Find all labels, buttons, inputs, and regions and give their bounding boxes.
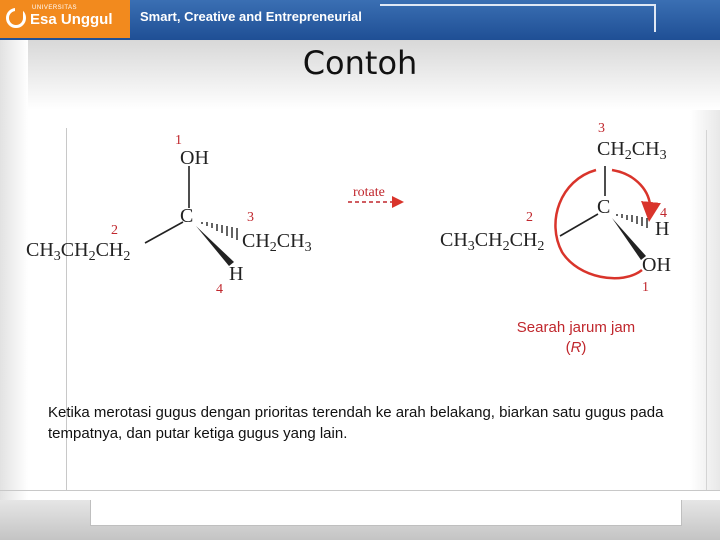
clockwise-rotation-arrow	[555, 170, 642, 278]
left-priority-3: 3	[247, 210, 254, 225]
caption-line-2: (R)	[565, 339, 587, 356]
right-hash-h	[617, 214, 647, 228]
rotation-caption	[470, 318, 682, 358]
rotate-label: rotate	[353, 185, 385, 200]
left-priority-4: 4	[216, 282, 223, 297]
right-priority-4: 4	[660, 206, 667, 221]
left-h-label: H	[229, 263, 244, 285]
left-oh-label: OH	[180, 147, 209, 169]
left-priority-1: 1	[175, 133, 182, 148]
right-priority-2: 2	[526, 210, 533, 225]
left-wedge-h	[196, 226, 234, 266]
right-ethyl-label: $CH_2CH_3$	[597, 138, 667, 163]
configuration-r: R	[570, 339, 582, 356]
right-wedge-oh	[612, 218, 646, 260]
left-ethyl-label: $CH_2CH_3$	[242, 230, 312, 255]
right-h-label: H	[655, 218, 670, 240]
right-propyl-label: $CH_3CH_2CH_2$	[440, 229, 545, 254]
left-c-label: C	[180, 205, 194, 227]
right-oh-label: OH	[642, 254, 671, 276]
left-bond-c-chain	[145, 222, 183, 243]
right-priority-3: 3	[598, 121, 605, 136]
body-paragraph: Ketika merotasi gugus dengan prioritas terendah ke arah belakang, biarkan satu gugus pada tempatnya, dan putar ketiga gugus yang lain.	[48, 404, 664, 442]
left-priority-2: 2	[111, 223, 118, 238]
clockwise-rotation-arrow-top	[612, 170, 650, 212]
left-propyl-label: $CH_3CH_2CH_2$	[26, 239, 131, 264]
slide-title: Contoh	[302, 44, 418, 82]
logo-name: Esa Unggul	[30, 11, 113, 28]
caption-line-1: Searah jarum jam	[516, 319, 636, 336]
logo-small-text: UNIVERSITAS	[32, 5, 78, 11]
right-c-label: C	[597, 196, 611, 218]
right-bond-c-chain	[560, 214, 598, 236]
tagline: Smart, Creative and Entrepreneurial	[140, 9, 362, 24]
right-priority-1: 1	[642, 280, 649, 295]
